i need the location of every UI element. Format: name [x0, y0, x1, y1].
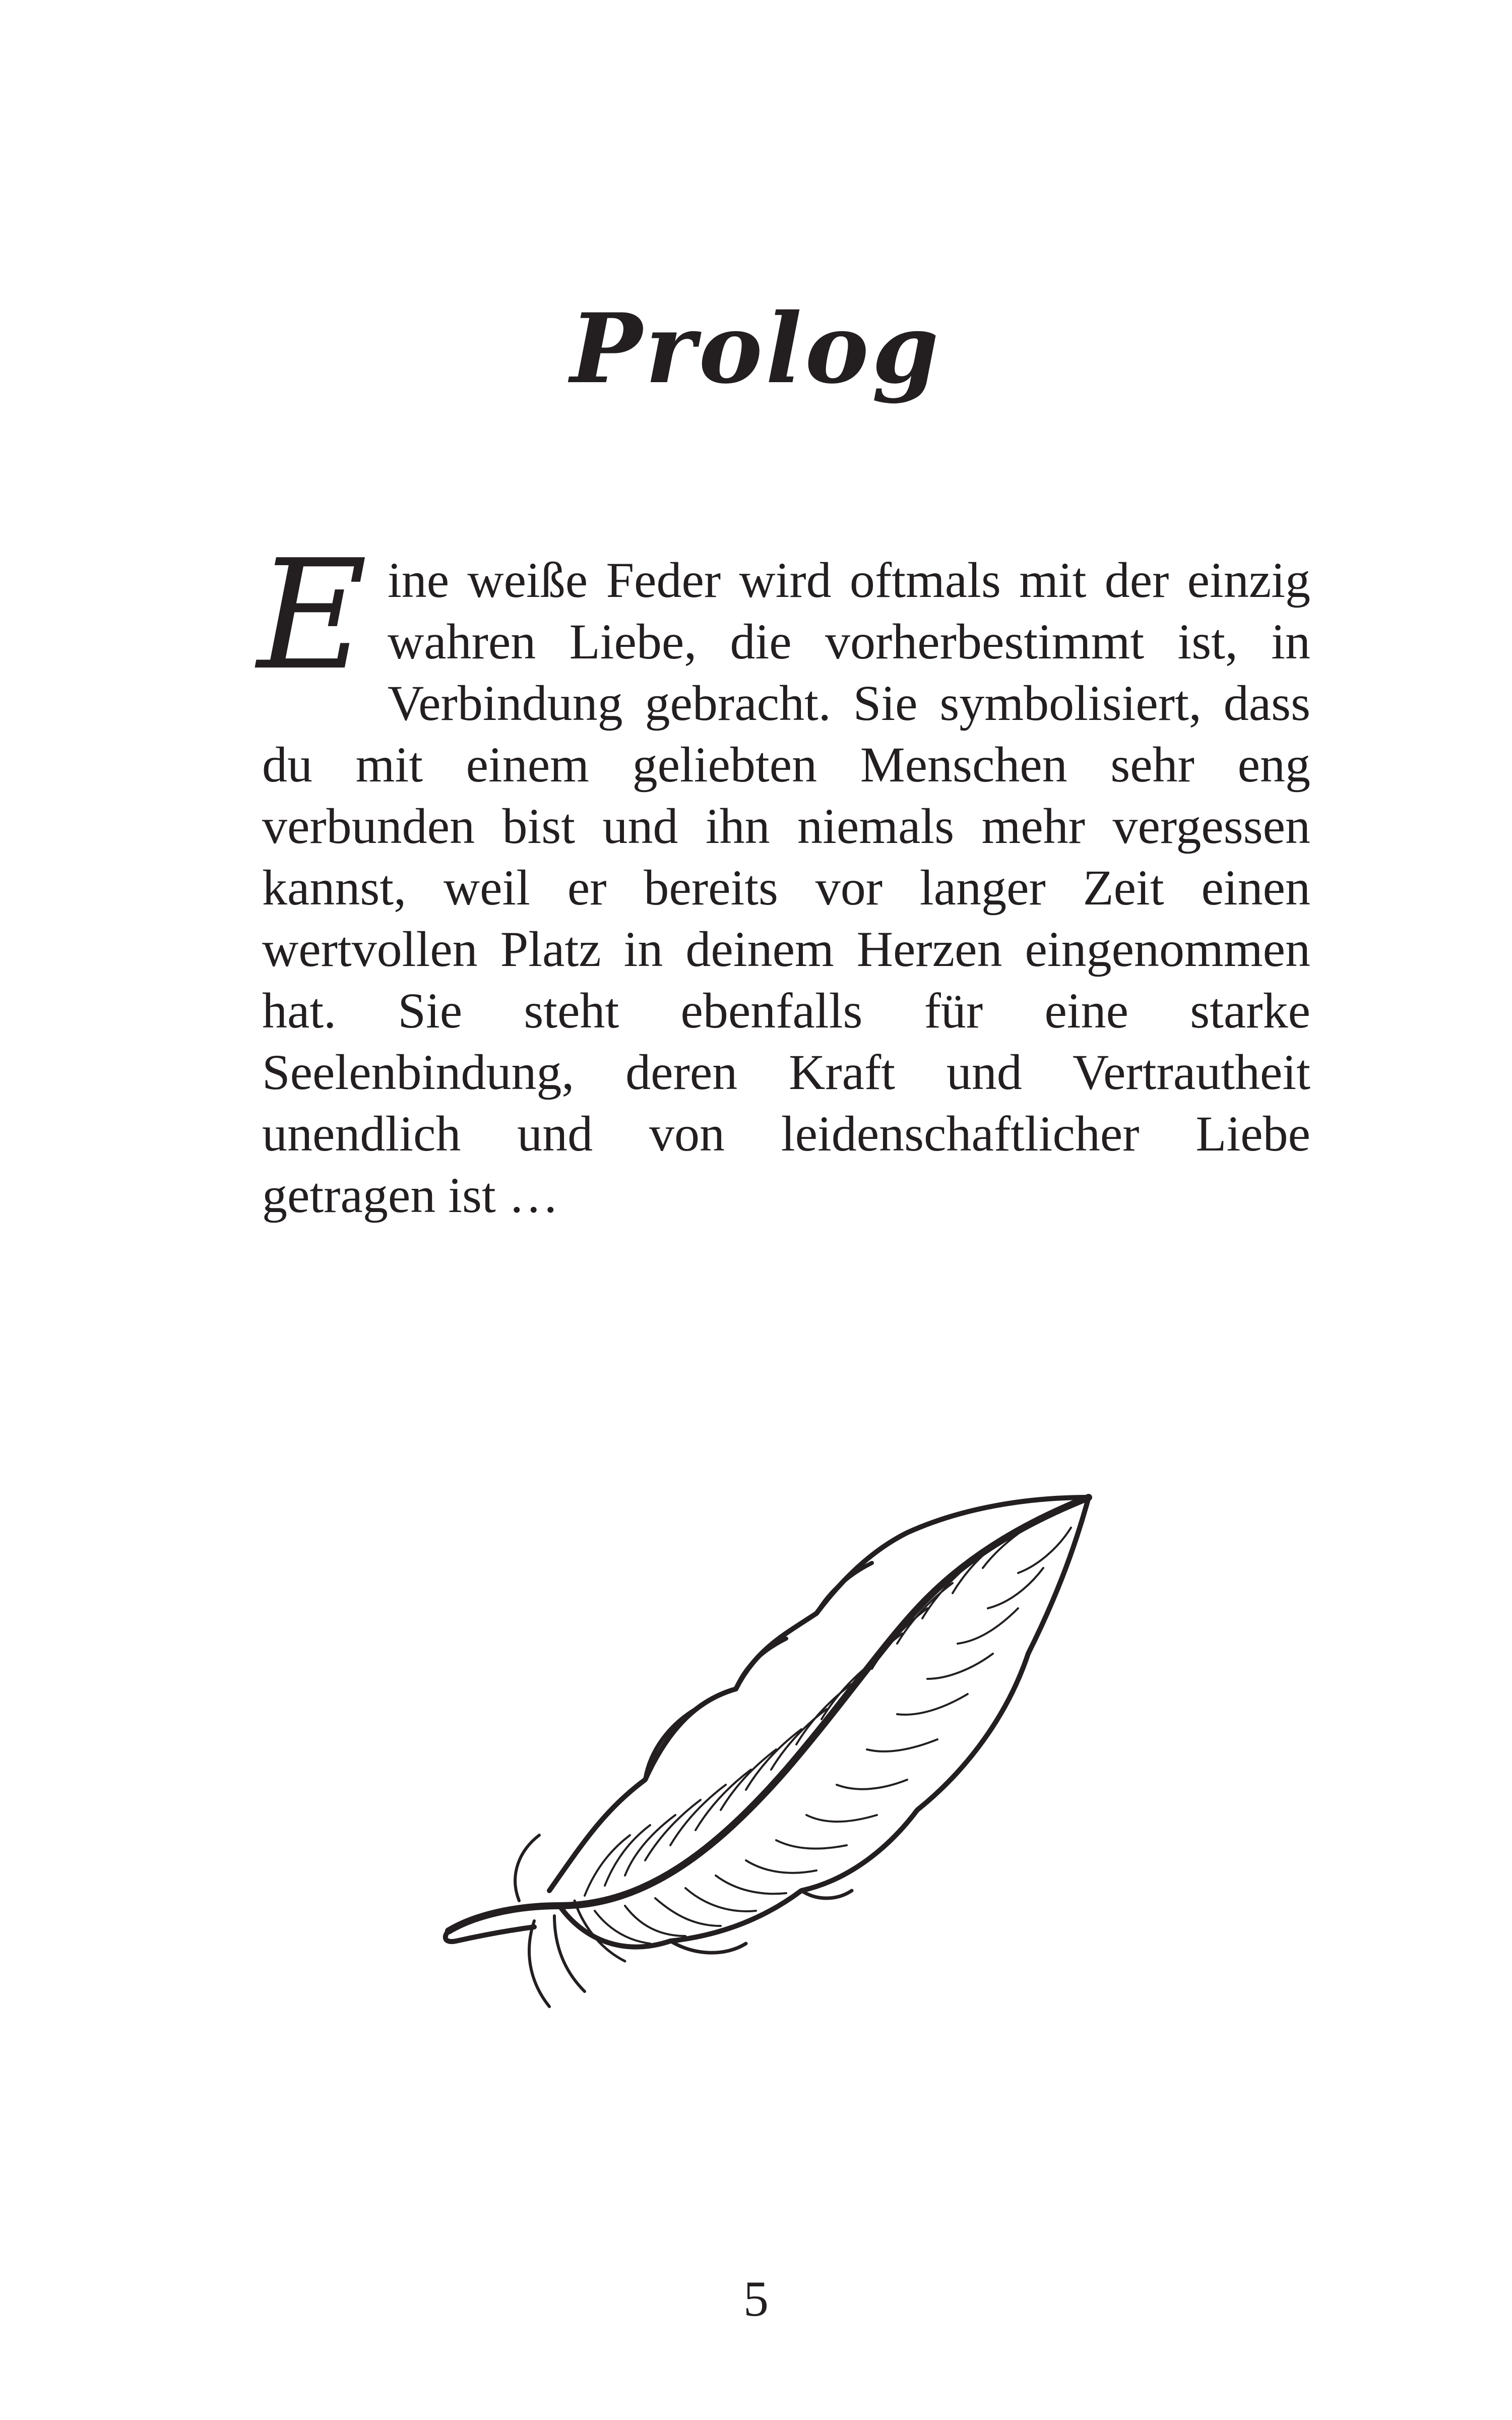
feather-icon [433, 1487, 1129, 2022]
chapter-title: Prolog [570, 292, 942, 405]
drop-cap-letter: E [257, 527, 367, 703]
prologue-body [257, 527, 1310, 1226]
prologue-text: ine weiße Feder wird oftmals mit der einzig wahren Liebe, die vorherbestimmt ist, in Verbindung gebracht. Sie symbolisiert, dass du mit einem geliebten Menschen sehr eng verbunden bist und ihn niemals mehr vergessen kannst, weil er bereits vor langer Zeit einen wertvollen Platz in deinem Herzen eingenommen hat. Sie steht ebenfalls für eine starke Seelenbindung, deren Kraft und Vertrautheit unendlich und von leidenschaftlicher Liebe getragen ist … [262, 552, 1310, 1223]
page-number: 5 [743, 2271, 769, 2327]
prologue-paragraph [257, 527, 1310, 1226]
